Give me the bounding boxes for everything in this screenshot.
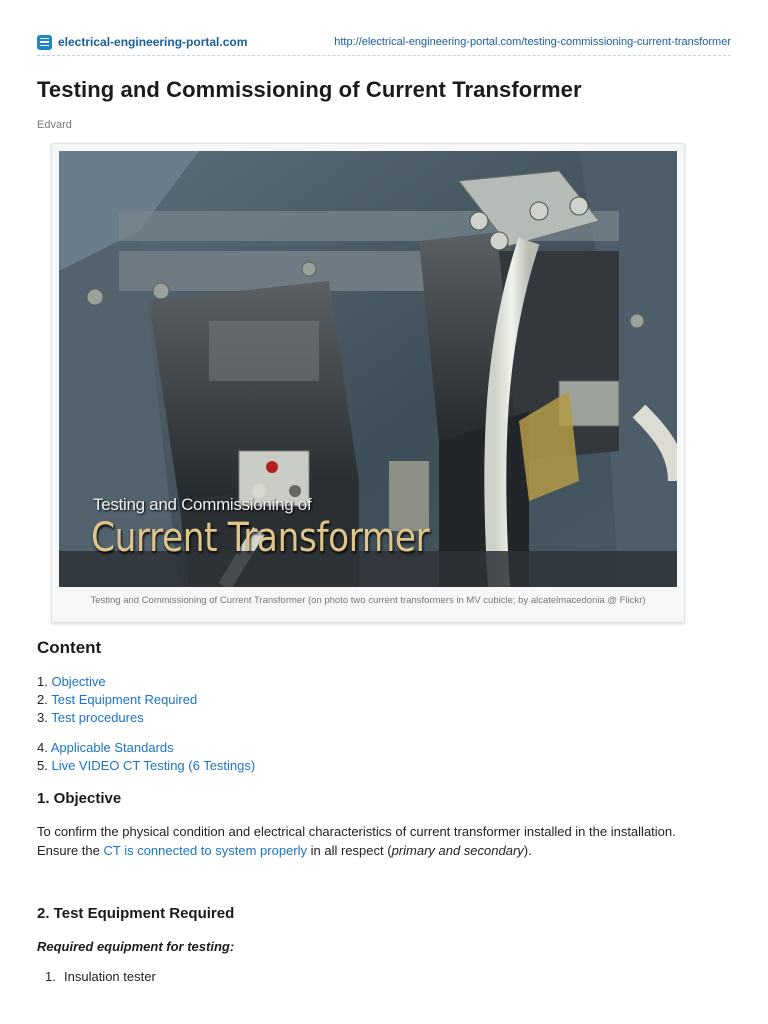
site-name[interactable]: electrical-engineering-portal.com — [58, 35, 248, 49]
list-item — [37, 673, 197, 691]
list-number: 1. — [37, 674, 48, 689]
current-transformer-photo — [59, 151, 677, 587]
toc-link-live-video[interactable]: Live VIDEO CT Testing (6 Testings) — [51, 758, 256, 773]
contents-list-continued — [37, 739, 255, 775]
equipment-heading: 2. Test Equipment Required — [37, 905, 235, 922]
contents-heading: Content — [37, 638, 102, 657]
article-figure — [51, 143, 685, 623]
equipment-subheading: Required equipment for testing: — [37, 939, 235, 954]
list-item — [37, 757, 255, 775]
page-title: Testing and Commissioning of Current Transformer — [37, 77, 582, 102]
photo-overlay-subtitle: Testing and Commissioning of — [93, 495, 312, 514]
document-icon — [37, 35, 52, 50]
source-url-link[interactable]: http://electrical-engineering-portal.com/testing-commissioning-current-transformer — [334, 36, 731, 48]
objective-text-em: primary and secondary — [391, 843, 524, 858]
toc-link-objective[interactable]: Objective — [51, 674, 106, 689]
photo-overlay-title: Current Transformer — [91, 515, 430, 561]
list-number: 2. — [37, 692, 48, 707]
objective-text-post: ). — [523, 843, 532, 858]
list-item — [45, 969, 156, 984]
list-number: 4. — [37, 740, 48, 755]
objective-heading: 1. Objective — [37, 790, 122, 807]
list-number: 1. — [45, 969, 56, 984]
objective-text-pre: Ensure the — [37, 843, 104, 858]
author-name: Edvard — [37, 119, 72, 131]
toc-link-test-equipment[interactable]: Test Equipment Required — [51, 692, 198, 707]
list-item — [37, 709, 197, 727]
list-item — [37, 691, 197, 709]
objective-paragraph — [37, 822, 737, 860]
equipment-item-label: Insulation tester — [64, 969, 156, 984]
contents-list — [37, 673, 197, 727]
site-brand[interactable] — [37, 35, 247, 50]
header-divider — [37, 55, 731, 56]
objective-text-mid: in all respect ( — [307, 843, 392, 858]
ct-connected-link[interactable]: CT is connected to system properly — [103, 843, 308, 858]
list-number: 5. — [37, 758, 48, 773]
list-item — [37, 739, 255, 757]
list-number: 3. — [37, 710, 48, 725]
objective-text-line1: To confirm the physical condition and electrical characteristics of current transformer installed in the installation. — [37, 824, 676, 839]
toc-link-applicable-standards[interactable]: Applicable Standards — [50, 740, 174, 755]
figure-caption: Testing and Commissioning of Current Transformer (on photo two current transformers in MV cubicle; by alcatelmacedonia @ Flickr) — [90, 595, 646, 606]
source-bar — [37, 32, 731, 52]
toc-link-test-procedures[interactable]: Test procedures — [51, 710, 144, 725]
